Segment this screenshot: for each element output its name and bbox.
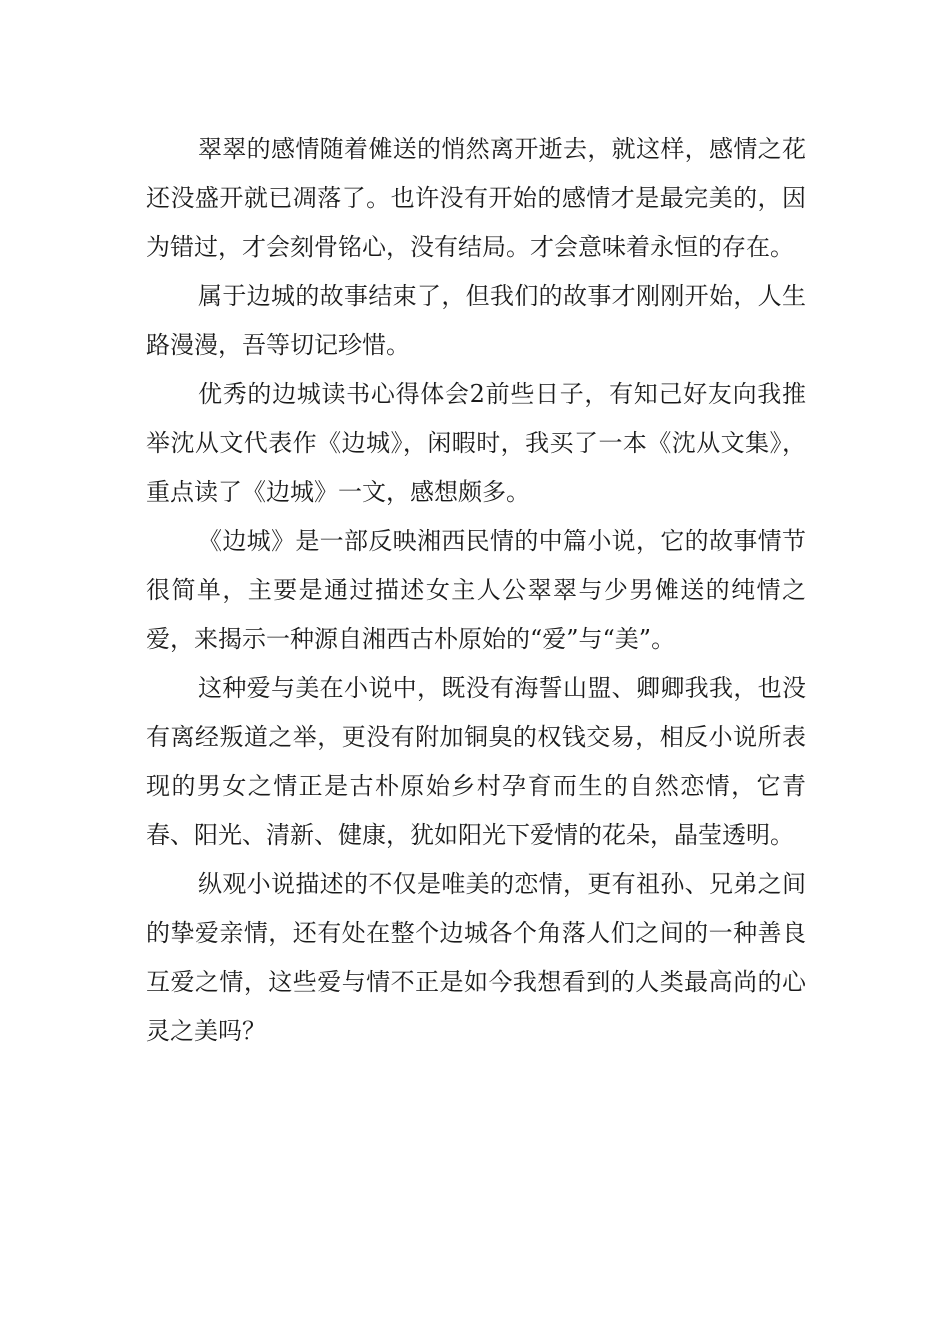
paragraph-3: 优秀的边城读书心得体会2前些日子，有知己好友向我推举沈从文代表作《边城》，闲暇时，我买了一本《沈从文集》，重点读了《边城》一文，感想颇多。 <box>146 380 806 506</box>
paragraph-1: 翠翠的感情随着傩送的悄然离开逝去，就这样，感情之花还没盛开就已凋落了。也许没有开始的感情才是最完美的，因为错过，才会刻骨铭心，没有结局。才会意味着永恒的存在。 <box>146 135 806 261</box>
paragraph-2: 属于边城的故事结束了，但我们的故事才刚刚开始，人生路漫漫，吾等切记珍惜。 <box>146 282 806 359</box>
paragraph-6: 纵观小说描述的不仅是唯美的恋情，更有祖孙、兄弟之间的挚爱亲情，还有处在整个边城各个角落人们之间的一种善良互爱之情，这些爱与情不正是如今我想看到的人类最高尚的心灵之美吗？ <box>146 870 806 1045</box>
paragraph-5: 这种爱与美在小说中，既没有海誓山盟、卿卿我我，也没有离经叛道之举，更没有附加铜臭的权钱交易，相反小说所表现的男女之情正是古朴原始乡村孕育而生的自然恋情，它青春、阳光、清新、健康，犹如阳光下爱情的花朵，晶莹透明。 <box>146 674 806 849</box>
document-body <box>146 125 806 1056</box>
paragraph-4: 《边城》是一部反映湘西民情的中篇小说，它的故事情节很简单，主要是通过描述女主人公翠翠与少男傩送的纯情之爱，来揭示一种源自湘西古朴原始的“爱”与“美”。 <box>146 527 806 653</box>
